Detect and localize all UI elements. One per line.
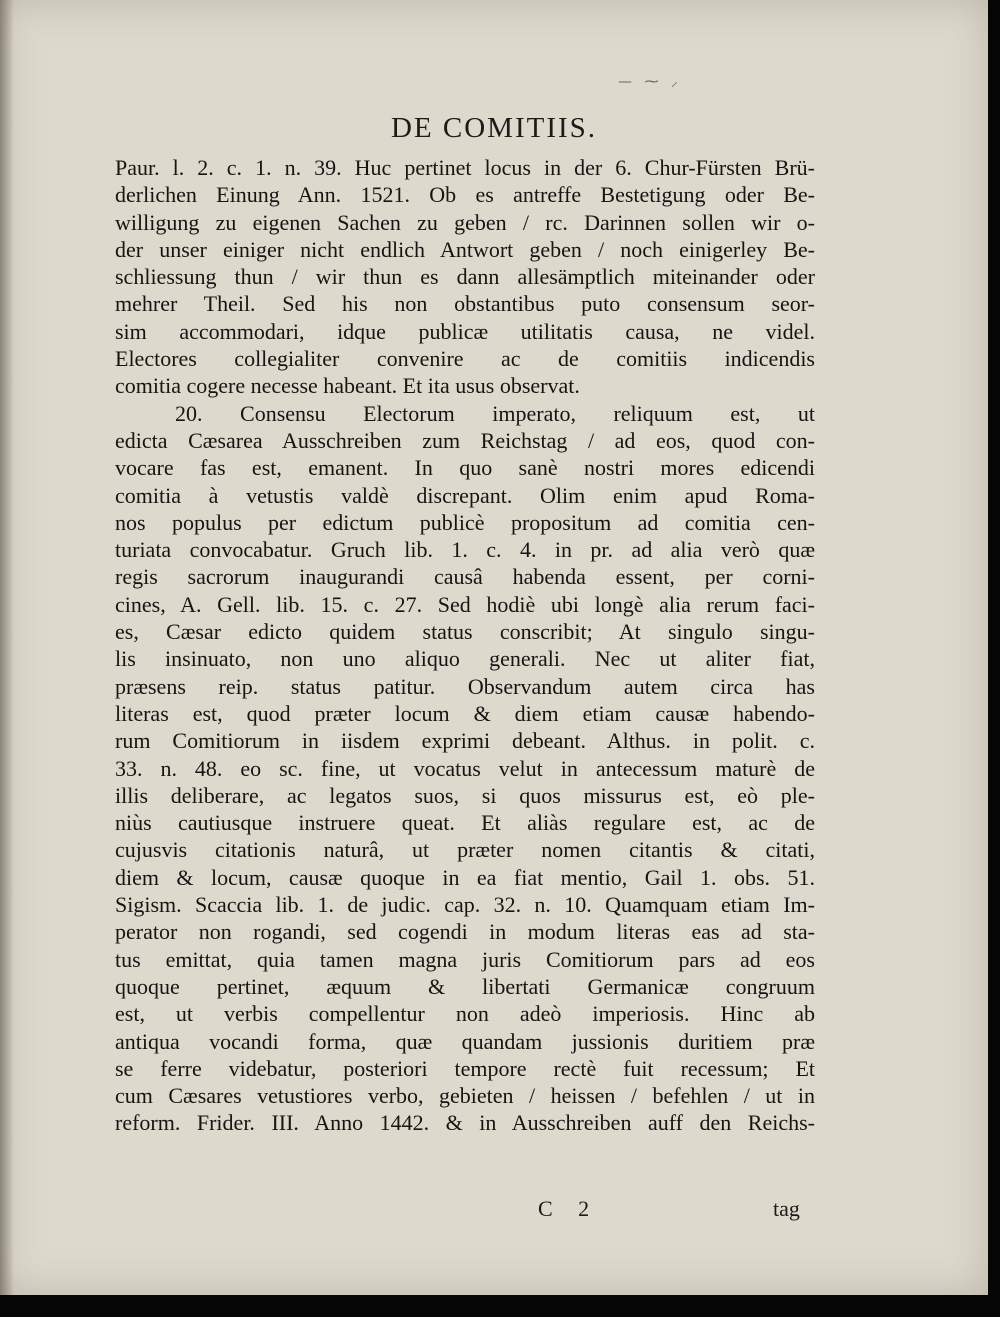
text-line: willigung zu eigenen Sachen zu geben / rc. Darinnen sollen wir o- <box>115 209 815 235</box>
text-line: regis sacrorum inaugurandi causâ habenda essent, per corni- <box>115 564 815 590</box>
signature-mark: C 2 <box>538 1196 600 1221</box>
text-line: es, Cæsar edicto quidem status conscribit; At singulo singu- <box>115 619 815 645</box>
text-line: der unser einiger nicht endlich Antwort geben / noch einigerley Be- <box>115 236 815 262</box>
text-line: Paur. l. 2. c. 1. n. 39. Huc pertinet locus in der 6. Chur-Fürsten Brü- <box>115 155 815 180</box>
text-line: diem & locum, causæ quoque in ea fiat mentio, Gail 1. obs. 51. <box>115 864 815 890</box>
text-line: cujusvis citationis naturâ, ut præter nomen citantis & citati, <box>115 837 815 863</box>
text-line: tus emittat, quia tamen magna juris Comitiorum pars ad eos <box>115 946 815 972</box>
text-line: comitia cogere necesse habeant. Et ita usus observat. <box>115 373 580 399</box>
text-line: sim accommodari, idque publicæ utilitatis causa, ne videl. <box>115 318 815 344</box>
text-line: quoque pertinet, æquum & libertati Germanicæ congruum <box>115 973 815 999</box>
text-line: derlichen Einung Ann. 1521. Ob es antreffe Bestetigung oder Be- <box>115 182 815 208</box>
text-line: Electores collegialiter convenire ac de comitiis indicendis <box>115 346 815 372</box>
scan-border-right <box>988 0 1000 1317</box>
text-line: turiata convocabatur. Gruch lib. 1. c. 4. in pr. ad alia verò quæ <box>115 537 815 563</box>
body-text <box>115 154 815 1137</box>
text-line: reform. Frider. III. Anno 1442. & in Ausschreiben auff den Reichs- <box>115 1110 815 1136</box>
text-line: niùs cautiusque instruere queat. Et aliàs regulare est, ac de <box>115 810 815 836</box>
text-line: perator non rogandi, sed cogendi in modum literas eas ad sta- <box>115 919 815 945</box>
page-footer <box>0 1196 988 1226</box>
text-line: literas est, quod præter locum & diem etiam causæ habendo- <box>115 700 815 726</box>
text-line: vocare fas est, emanent. In quo sanè nostri mores edicendi <box>115 455 815 481</box>
scan-border-bottom <box>0 1295 1000 1317</box>
text-line: comitia à vetustis valdè discrepant. Olim enim apud Roma- <box>115 482 815 508</box>
spine-shadow <box>0 0 14 1295</box>
text-line: rum Comitiorum in iisdem exprimi debeant. Althus. in polit. c. <box>115 728 815 754</box>
text-line: Sigism. Scaccia lib. 1. de judic. cap. 32. n. 10. Quamquam etiam Im- <box>115 892 815 918</box>
paragraph-start-line: 20. Consensu Electorum imperato, reliquum est, ut <box>175 400 815 426</box>
text-line: edicta Cæsarea Ausschreiben zum Reichstag / ad eos, quod con- <box>115 427 815 453</box>
text-line: se ferre videbatur, posteriori tempore rectè fuit recessum; Et <box>115 1055 815 1081</box>
text-line: illis deliberare, ac legatos suos, si quos missurus est, eò ple- <box>115 782 815 808</box>
stray-marks: — ⁓ ⸝ <box>618 74 682 90</box>
text-line: cines, A. Gell. lib. 15. c. 27. Sed hodiè ubi longè alia rerum faci- <box>115 591 815 617</box>
text-line: antiqua vocandi forma, quæ quandam jussionis duritiem præ <box>115 1028 815 1054</box>
text-line: lis insinuato, non uno aliquo generali. Nec ut aliter fiat, <box>115 646 815 672</box>
running-head: DE COMITIIS. <box>390 112 598 144</box>
text-line: mehrer Theil. Sed his non obstantibus puto consensum seor- <box>115 291 815 317</box>
text-line: cum Cæsares vetustiores verbo, gebieten / heissen / befehlen / ut in <box>115 1083 815 1109</box>
catchword: tag <box>773 1196 800 1221</box>
text-line: 33. n. 48. eo sc. fine, ut vocatus velut in antecessum maturè de <box>115 755 815 781</box>
text-line: nos populus per edictum publicè propositum ad comitia cen- <box>115 509 815 535</box>
text-line: præsens reip. status patitur. Observandum autem circa has <box>115 673 815 699</box>
text-line: est, ut verbis compellentur non adeò imperiosis. Hinc ab <box>115 1001 815 1027</box>
text-line: schliessung thun / wir thun es dann allesämptlich miteinander oder <box>115 264 815 290</box>
